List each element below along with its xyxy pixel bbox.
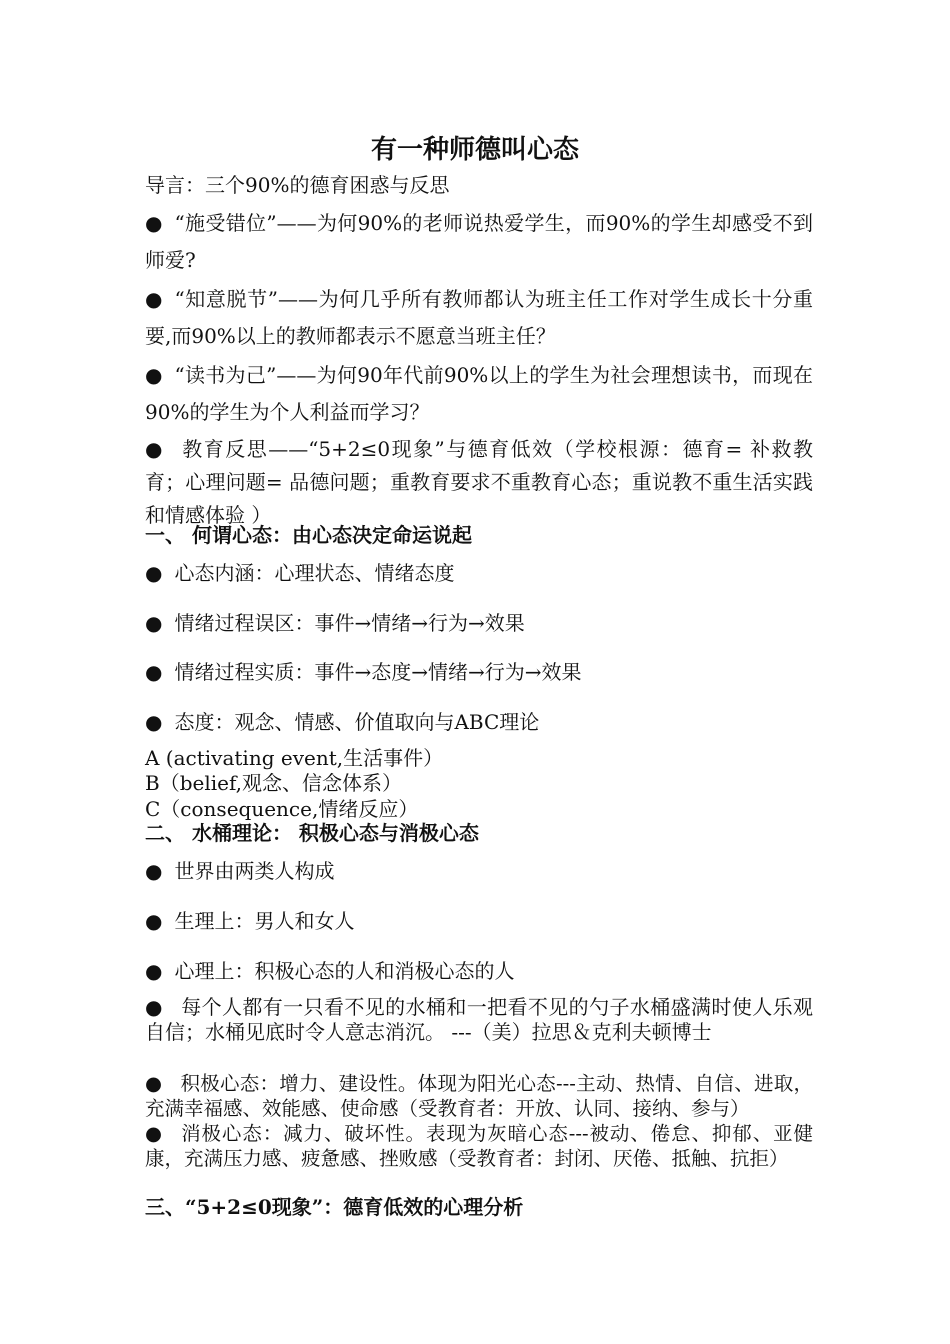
intro-item-text: “知意脱节”——为何几乎所有教师都认为班主任工作对学生成长十分重要,而90%以上的教师都表示不愿意当班主任？ xyxy=(145,287,813,348)
intro-item-text: “读书为己”——为何90年代前90%以上的学生为社会理想读书，而现在90%的学生为个人利益而学习？ xyxy=(145,363,813,424)
bullet-icon: ● xyxy=(145,995,163,1019)
list-item-text: 心理上：积极心态的人和消极心态的人 xyxy=(174,959,515,983)
section-1-heading: 一、 何谓心态：由心态决定命运说起 xyxy=(145,523,472,547)
bullet-icon: ● xyxy=(145,611,163,635)
intro-item-3 xyxy=(145,357,813,431)
section-2-item-3 xyxy=(145,956,813,986)
bullet-icon: ● xyxy=(145,909,163,933)
section-1-item-2 xyxy=(145,608,813,638)
intro-item-1 xyxy=(145,205,813,279)
intro-item-2 xyxy=(145,281,813,355)
bullet-icon: ● xyxy=(145,363,163,387)
section-1-item-4 xyxy=(145,707,813,737)
bullet-icon: ● xyxy=(145,1122,163,1145)
abc-line-a: A (activating event,生活事件） xyxy=(145,746,444,770)
section-2-paragraph-3 xyxy=(145,1121,813,1171)
bullet-icon: ● xyxy=(145,859,163,883)
list-item-text: 心态内涵：心理状态、情绪态度 xyxy=(174,561,455,585)
bullet-icon: ● xyxy=(145,437,163,461)
list-item-text: 态度：观念、情感、价值取向与ABC理论 xyxy=(174,710,540,734)
abc-line-c: C（consequence,情绪反应） xyxy=(145,797,419,821)
paragraph-text: 每个人都有一只看不见的水桶和一把看不见的勺子水桶盛满时使人乐观自信；水桶见底时令人意志消沉。 ---（美）拉思＆克利夫顿博士 xyxy=(145,995,813,1044)
document-title: 有一种师德叫心态 xyxy=(370,135,579,165)
list-item-text: 情绪过程误区：事件→情绪→行为→效果 xyxy=(174,611,525,635)
section-2-item-1 xyxy=(145,856,813,886)
paragraph-text: 积极心态：增力、建设性。体现为阳光心态---主动、热情、自信、进取，充满幸福感、效能感、使命感（受教育者：开放、认同、接纳、参与） xyxy=(145,1072,813,1120)
intro-item-text: “施受错位”——为何90%的老师说热爱学生，而90%的学生却感受不到师爱? xyxy=(145,211,813,272)
section-3-heading: 三、“5+2≤0现象”：德育低效的心理分析 xyxy=(145,1195,524,1219)
intro-item-4 xyxy=(145,433,813,532)
bullet-icon: ● xyxy=(145,287,163,311)
abc-line-b: B（belief,观念、信念体系） xyxy=(145,771,403,795)
bullet-icon: ● xyxy=(145,959,163,983)
list-item-text: 世界由两类人构成 xyxy=(174,859,335,883)
section-2-paragraph-1 xyxy=(145,995,813,1045)
intro-line: 导言：三个90%的德育困惑与反思 xyxy=(145,173,450,197)
section-2-item-2 xyxy=(145,906,813,936)
bullet-icon: ● xyxy=(145,561,163,585)
list-item-text: 情绪过程实质：事件→态度→情绪→行为→效果 xyxy=(174,660,582,684)
list-item-text: 生理上：男人和女人 xyxy=(174,909,355,933)
bullet-icon: ● xyxy=(145,660,163,684)
section-2-paragraph-2 xyxy=(145,1071,813,1121)
intro-item-text: 教育反思——“5+2≤0现象”与德育低效（学校根源：德育= 补救教育；心理问题= 品德问题；重教育要求不重教育心态；重说教不重生活实践和情感体验 ） xyxy=(145,437,813,527)
bullet-icon: ● xyxy=(145,710,163,734)
section-1-item-1 xyxy=(145,558,813,588)
bullet-icon: ● xyxy=(145,1072,163,1095)
section-2-heading: 二、 水桶理论： 积极心态与消极心态 xyxy=(145,821,479,845)
section-1-item-3 xyxy=(145,657,813,687)
paragraph-text: 消极心态：减力、破坏性。表现为灰暗心态---被动、倦怠、抑郁、亚健康，充满压力感、疲惫感、挫败感（受教育者：封闭、厌倦、抵触、抗拒） xyxy=(145,1122,813,1170)
bullet-icon: ● xyxy=(145,211,163,235)
